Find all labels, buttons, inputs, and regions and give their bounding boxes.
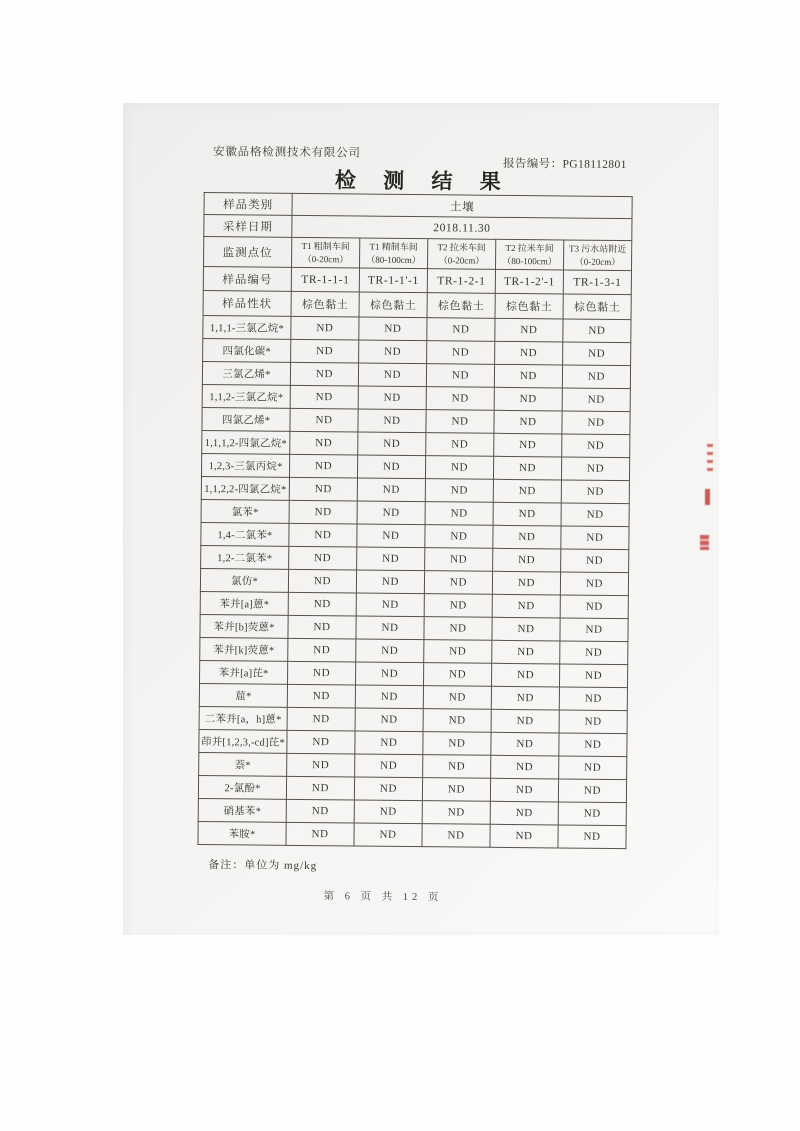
result-cell: ND	[490, 778, 558, 802]
result-cell: ND	[426, 410, 494, 434]
page-title: 检 测 结 果	[334, 168, 512, 194]
result-cell: ND	[422, 824, 490, 848]
result-cell: ND	[286, 799, 354, 823]
sample-character-cell: 棕色黏土	[291, 291, 359, 317]
result-cell: ND	[560, 618, 628, 642]
result-cell: ND	[494, 387, 562, 411]
result-cell: ND	[288, 569, 356, 593]
result-cell: ND	[494, 364, 562, 388]
report-page	[123, 103, 719, 935]
result-cell: ND	[562, 411, 630, 435]
unit-note: 备注：单位为 mg/kg	[208, 859, 318, 873]
compound-name: 苯并[a]蒽*	[200, 591, 288, 615]
result-cell: ND	[358, 363, 426, 387]
result-cell: ND	[492, 640, 560, 664]
compound-name: 1,1,2-三氯乙烷*	[202, 385, 290, 409]
result-cell: ND	[491, 709, 559, 733]
result-cell: ND	[425, 525, 493, 549]
sample-character-cell: 棕色黏土	[563, 294, 631, 320]
result-cell: ND	[559, 756, 627, 780]
result-cell: ND	[426, 364, 494, 388]
compound-name: 苯并[b]荧蒽*	[200, 614, 288, 638]
compound-name: 氯仿*	[200, 568, 288, 592]
result-cell: ND	[424, 640, 492, 664]
result-cell: ND	[288, 638, 356, 662]
result-cell: ND	[563, 342, 631, 366]
monitoring-point-depth: （80-100cm）	[502, 255, 557, 266]
results-table-body	[198, 193, 632, 849]
report-number-label: 报告编号：	[502, 157, 563, 171]
monitoring-point-name: T3 污水站附近	[569, 243, 627, 255]
result-cell: ND	[559, 664, 627, 688]
compound-name: 硝基苯*	[198, 798, 286, 822]
result-cell: ND	[558, 825, 626, 849]
result-cell: ND	[288, 615, 356, 639]
result-cell: ND	[289, 546, 357, 570]
result-cell: ND	[561, 526, 629, 550]
result-cell: ND	[559, 710, 627, 734]
monitoring-point-cell	[359, 238, 427, 269]
result-cell: ND	[559, 733, 627, 757]
result-cell: ND	[425, 456, 493, 480]
row-label: 采样日期	[204, 215, 292, 238]
result-cell: ND	[491, 686, 559, 710]
result-cell: ND	[358, 409, 426, 433]
result-cell: ND	[560, 641, 628, 665]
result-cell: ND	[561, 457, 629, 481]
result-cell: ND	[355, 708, 423, 732]
sample-id-cell: TR-1-2-1	[427, 269, 495, 294]
result-cell: ND	[291, 316, 359, 340]
result-cell: ND	[561, 549, 629, 573]
result-cell: ND	[425, 479, 493, 503]
result-cell: ND	[354, 823, 422, 847]
page-number: 第 6 页 共 12 页	[323, 891, 443, 904]
result-cell: ND	[560, 572, 628, 596]
report-number-value: PG18112801	[562, 158, 627, 172]
sample-id-cell: TR-1-1-1	[291, 267, 359, 292]
compound-name: 氯苯*	[201, 499, 289, 523]
monitoring-point-depth: （0-20cm）	[302, 253, 349, 264]
result-cell: ND	[493, 456, 561, 480]
result-cell: ND	[490, 824, 558, 848]
result-cell: ND	[355, 662, 423, 686]
row-label: 样品类别	[204, 193, 292, 216]
result-cell: ND	[491, 732, 559, 756]
result-cell: ND	[492, 594, 560, 618]
result-cell: ND	[491, 755, 559, 779]
result-cell: ND	[357, 455, 425, 479]
result-cell: ND	[354, 800, 422, 824]
result-cell: ND	[492, 571, 560, 595]
result-cell: ND	[423, 686, 491, 710]
result-cell: ND	[425, 502, 493, 526]
result-cell: ND	[289, 523, 357, 547]
result-cell: ND	[494, 410, 562, 434]
table-row	[198, 821, 626, 848]
compound-name: 二苯并[a，h]蒽*	[199, 706, 287, 730]
compound-name: 三氯乙烯*	[202, 362, 290, 386]
result-cell: ND	[356, 616, 424, 640]
monitoring-point-depth: （0-20cm）	[438, 254, 485, 266]
monitoring-point-name: T2 拉米车间	[437, 242, 486, 254]
monitoring-point-cell	[427, 239, 495, 270]
sample-id-cell: TR-1-2'-1	[495, 269, 563, 294]
result-cell: ND	[290, 385, 358, 409]
result-cell: ND	[562, 388, 630, 412]
result-cell: ND	[558, 779, 626, 803]
result-cell: ND	[289, 454, 357, 478]
result-cell: ND	[491, 663, 559, 687]
compound-name: 1,1,2,2-四氯乙烷*	[201, 476, 289, 500]
sample-character-cell: 棕色黏土	[495, 293, 563, 319]
table-row-monitoring-points	[204, 237, 632, 271]
result-cell: ND	[424, 617, 492, 641]
result-cell: ND	[493, 479, 561, 503]
row-label: 样品性状	[203, 291, 291, 317]
monitoring-point-cell	[495, 239, 563, 270]
sample-character-cell: 棕色黏土	[427, 293, 495, 319]
result-cell: ND	[291, 339, 359, 363]
monitoring-point-name: T1 精制车间	[369, 241, 418, 253]
result-cell: ND	[422, 778, 490, 802]
result-cell: ND	[492, 617, 560, 641]
result-cell: ND	[357, 524, 425, 548]
result-cell: ND	[289, 500, 357, 524]
monitoring-point-depth: （0-20cm）	[574, 256, 621, 267]
result-cell: ND	[290, 362, 358, 386]
monitoring-point-name: T2 拉米车间	[505, 243, 554, 254]
result-cell: ND	[495, 341, 563, 365]
result-cell: ND	[358, 386, 426, 410]
result-cell: ND	[359, 340, 427, 364]
result-cell: ND	[425, 548, 493, 572]
result-cell: ND	[427, 341, 495, 365]
result-cell: ND	[287, 730, 355, 754]
row-label: 监测点位	[204, 237, 292, 268]
result-cell: ND	[286, 822, 354, 846]
compound-name: 苯胺*	[198, 821, 286, 845]
result-cell: ND	[356, 593, 424, 617]
company-name: 安徽品格检测技术有限公司	[213, 146, 361, 160]
sample-id-cell: TR-1-1'-1	[359, 268, 427, 293]
result-cell: ND	[562, 434, 630, 458]
result-cell: ND	[287, 661, 355, 685]
result-cell: ND	[355, 754, 423, 778]
row-label: 样品编号	[203, 267, 291, 292]
result-cell: ND	[423, 732, 491, 756]
report-content	[116, 102, 720, 940]
result-cell: ND	[287, 707, 355, 731]
compound-name: 1,2,3-三氯丙烷*	[201, 454, 289, 478]
result-cell: ND	[357, 478, 425, 502]
result-cell: ND	[354, 777, 422, 801]
monitoring-point-cell	[563, 240, 631, 271]
compound-name: 苯并[k]荧蒽*	[200, 637, 288, 661]
result-cell: ND	[563, 319, 631, 343]
result-cell: ND	[426, 387, 494, 411]
result-cell: ND	[355, 731, 423, 755]
result-cell: ND	[358, 432, 426, 456]
result-cell: ND	[493, 502, 561, 526]
result-cell: ND	[559, 687, 627, 711]
result-cell: ND	[423, 709, 491, 733]
result-cell: ND	[494, 433, 562, 457]
result-cell: ND	[426, 433, 494, 457]
result-cell: ND	[289, 477, 357, 501]
compound-name: 2-氯酚*	[198, 775, 286, 799]
result-cell: ND	[427, 318, 495, 342]
result-cell: ND	[424, 594, 492, 618]
compound-name: 萘*	[199, 752, 287, 776]
compound-name: 茚并[1,2,3,-cd]芘*	[199, 729, 287, 753]
results-table	[197, 192, 632, 849]
result-cell: ND	[558, 802, 626, 826]
sample-id-cell: TR-1-3-1	[563, 270, 631, 295]
monitoring-point-depth: （80-100cm）	[366, 254, 421, 265]
compound-name: 四氯化碳*	[203, 339, 291, 363]
result-cell: ND	[357, 501, 425, 525]
result-cell: ND	[422, 801, 490, 825]
result-cell: ND	[355, 685, 423, 709]
result-cell: ND	[290, 431, 358, 455]
compound-name: 苯并[a]芘*	[200, 660, 288, 684]
result-cell: ND	[287, 753, 355, 777]
result-cell: ND	[423, 663, 491, 687]
result-cell: ND	[424, 571, 492, 595]
result-cell: ND	[288, 592, 356, 616]
sample-category-value: 土壤	[292, 193, 632, 218]
result-cell: ND	[493, 525, 561, 549]
result-cell: ND	[562, 365, 630, 389]
result-cell: ND	[356, 639, 424, 663]
compound-name: 四氯乙烯*	[202, 408, 290, 432]
compound-name: 1,1,1-三氯乙烷*	[203, 316, 291, 340]
sample-character-cell: 棕色黏土	[359, 292, 427, 318]
result-cell: ND	[561, 480, 629, 504]
result-cell: ND	[495, 318, 563, 342]
result-cell: ND	[287, 684, 355, 708]
monitoring-point-name: T1 粗制车间	[301, 241, 350, 252]
result-cell: ND	[286, 776, 354, 800]
compound-name: 䓛*	[199, 683, 287, 707]
result-cell: ND	[290, 408, 358, 432]
result-cell: ND	[560, 595, 628, 619]
result-cell: ND	[493, 548, 561, 572]
compound-name: 1,2-二氯苯*	[201, 545, 289, 569]
sampling-date-value: 2018.11.30	[292, 215, 632, 240]
result-cell: ND	[490, 801, 558, 825]
result-cell: ND	[423, 755, 491, 779]
result-cell: ND	[356, 570, 424, 594]
result-cell: ND	[561, 503, 629, 527]
compound-name: 1,4-二氯苯*	[201, 522, 289, 546]
compound-name: 1,1,1,2-四氯乙烷*	[202, 431, 290, 455]
result-cell: ND	[359, 317, 427, 341]
monitoring-point-cell	[292, 237, 360, 268]
result-cell: ND	[357, 547, 425, 571]
